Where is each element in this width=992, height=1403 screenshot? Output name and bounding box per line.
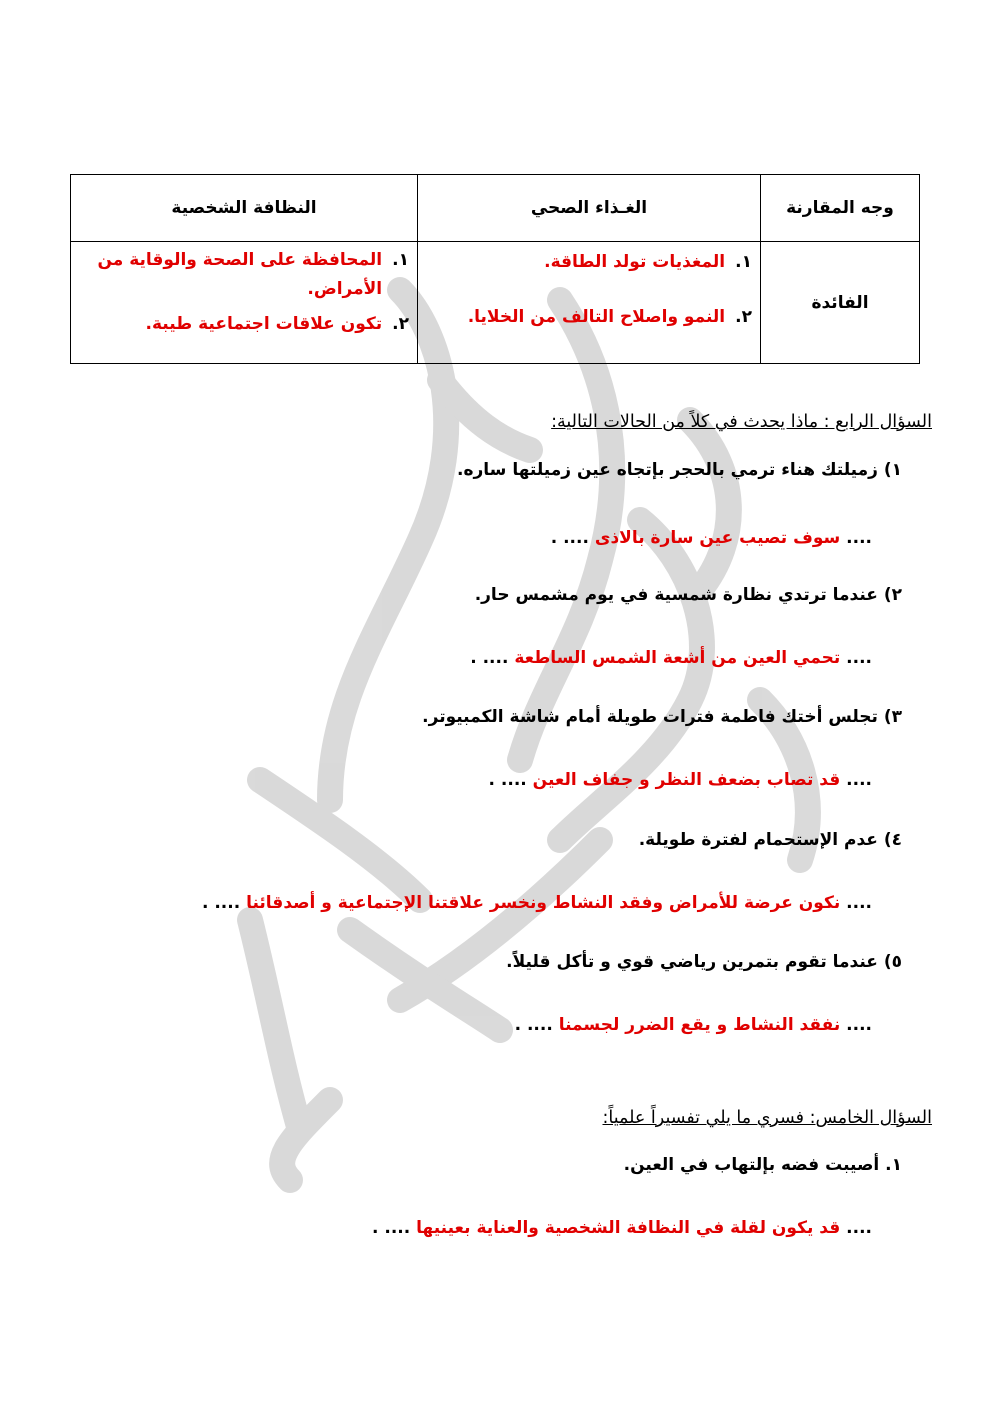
hygiene-benefits-cell bbox=[71, 242, 418, 364]
comparison-table bbox=[70, 174, 920, 364]
row-label-benefit: الفائدة bbox=[761, 242, 920, 364]
hygiene-benefit-text: المحافظة على الصحة والوقاية من الأمراض. bbox=[97, 250, 383, 299]
section-four-title: السؤال الرابع : ماذا يحدث في كلاً من الحالات التالية: bbox=[551, 412, 932, 432]
list-item: ١. المحافظة على الصحة والوقاية من الأمراض. bbox=[79, 246, 409, 304]
header-healthy-food: الغـذاء الصحي bbox=[418, 175, 761, 242]
table-row bbox=[71, 242, 920, 364]
header-comparison-aspect: وجه المقارنة bbox=[761, 175, 920, 242]
answer-5-1: .... قد يكون لقلة في النظافة الشخصية والعناية بعينيها .... . bbox=[371, 1218, 872, 1238]
answer-5: .... نفقد النشاط و يقع الضرر لجسمنا .... . bbox=[514, 1015, 872, 1035]
table-header-row bbox=[71, 175, 920, 242]
list-item: ١. المغذيات تولد الطاقة. bbox=[426, 248, 752, 277]
answer-2: .... تحمي العين من أشعة الشمس الساطعة .... . bbox=[470, 648, 872, 668]
food-benefits-cell bbox=[418, 242, 761, 364]
food-benefit-text: النمو واصلاح التالف من الخلايا. bbox=[467, 307, 726, 327]
list-item: ٢. النمو واصلاح التالف من الخلايا. bbox=[426, 303, 752, 332]
header-personal-hygiene: النظافة الشخصية bbox=[71, 175, 418, 242]
question-3: ٣) تجلس أختك فاطمة فترات طويلة أمام شاشة الكمبيوتر. bbox=[422, 707, 902, 727]
hygiene-benefit-text: تكون علاقات اجتماعية طيبة. bbox=[145, 314, 383, 334]
question-1: ١) زميلتك هناء ترمي بالحجر بإتجاه عين زميلتها ساره. bbox=[457, 460, 902, 480]
question-2: ٢) عندما ترتدي نظارة شمسية في يوم مشمس حار. bbox=[474, 585, 902, 605]
question-4: ٤) عدم الإستحمام لفترة طويلة. bbox=[638, 830, 902, 850]
food-benefit-text: المغذيات تولد الطاقة. bbox=[544, 252, 726, 272]
answer-1: .... سوف تصيب عين سارة بالاذى .... . bbox=[550, 528, 872, 548]
list-item: ٢. تكون علاقات اجتماعية طيبة. bbox=[79, 310, 409, 339]
answer-4: .... نكون عرضة للأمراض وفقد النشاط ونخسر علاقتنا الإجتماعية و أصدقائنا .... . bbox=[201, 893, 872, 913]
section-five-title: السؤال الخامس: فسري ما يلي تفسيراً علمياً: bbox=[602, 1108, 932, 1128]
question-5: ٥) عندما تقوم بتمرين رياضي قوي و تأكل قليلاً. bbox=[506, 952, 902, 972]
answer-3: .... قد تصاب بضعف النظر و جفاف العين .... . bbox=[488, 770, 872, 790]
question-5-1: ١. أصيبت فضه بإلتهاب في العين. bbox=[623, 1155, 902, 1175]
